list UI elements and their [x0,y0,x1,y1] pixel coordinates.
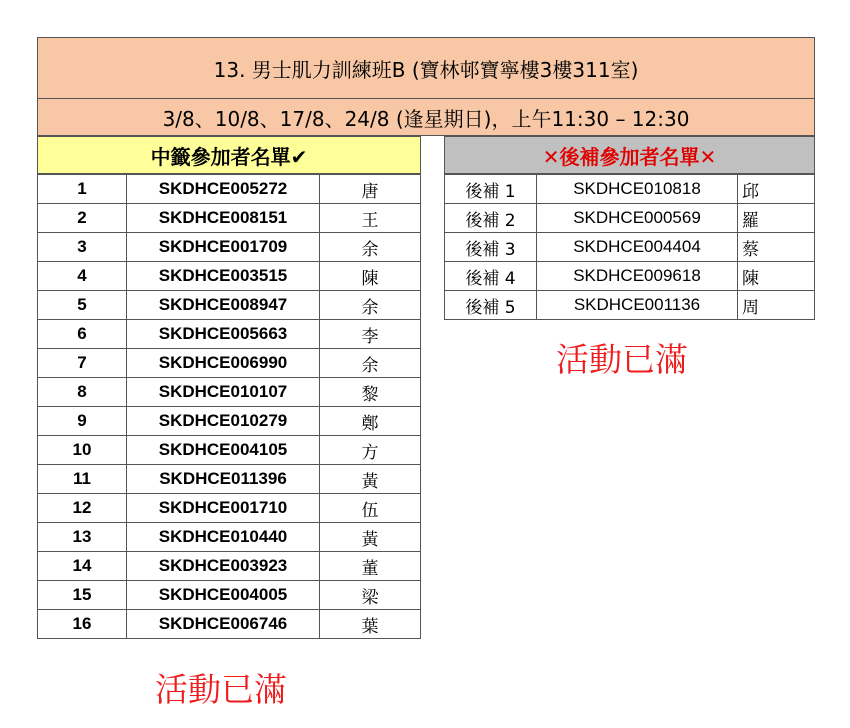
participant-code: SKDHCE010107 [127,378,320,407]
participant-code: SKDHCE006990 [127,349,320,378]
participant-surname: 羅 [738,204,815,233]
participant-surname: 余 [320,291,421,320]
participant-code: SKDHCE004404 [537,233,738,262]
table-row [38,552,421,581]
waitlist-header: ✕後補參加者名單✕ [444,136,815,174]
participant-code: SKDHCE006746 [127,610,320,639]
table-row [445,291,815,320]
participant-surname: 唐 [320,175,421,204]
table-row [38,581,421,610]
participant-surname: 鄭 [320,407,421,436]
course-schedule: 3/8、10/8、17/8、24/8 (逢星期日)，上午11:30 – 12:30 [37,99,815,136]
participant-code: SKDHCE010440 [127,523,320,552]
row-number: 10 [38,436,127,465]
participant-surname: 黃 [320,523,421,552]
participant-code: SKDHCE010818 [537,175,738,204]
participant-surname: 蔡 [738,233,815,262]
waitlist-table [444,174,815,320]
table-row [38,233,421,262]
row-number: 7 [38,349,127,378]
row-number: 4 [38,262,127,291]
participant-code: SKDHCE003515 [127,262,320,291]
participant-surname: 董 [320,552,421,581]
participant-code: SKDHCE004105 [127,436,320,465]
row-number: 16 [38,610,127,639]
participant-code: SKDHCE004005 [127,581,320,610]
waitlist-full-notice: 活動已滿 [556,340,688,379]
participant-surname: 陳 [738,262,815,291]
participant-code: SKDHCE001136 [537,291,738,320]
waitlist-number: 後補 3 [445,233,537,262]
row-number: 15 [38,581,127,610]
participant-surname: 梁 [320,581,421,610]
participant-code: SKDHCE008151 [127,204,320,233]
selected-list-header: 中籤參加者名單✔ [37,136,421,174]
participant-code: SKDHCE000569 [537,204,738,233]
table-row [445,233,815,262]
row-number: 5 [38,291,127,320]
participant-surname: 余 [320,349,421,378]
table-row [38,494,421,523]
table-row [38,175,421,204]
participant-code: SKDHCE011396 [127,465,320,494]
row-number: 12 [38,494,127,523]
row-number: 6 [38,320,127,349]
participant-surname: 王 [320,204,421,233]
table-row [38,465,421,494]
participant-surname: 伍 [320,494,421,523]
table-row [38,204,421,233]
table-row [38,349,421,378]
table-row [38,407,421,436]
participant-surname: 余 [320,233,421,262]
participant-code: SKDHCE005272 [127,175,320,204]
participant-code: SKDHCE003923 [127,552,320,581]
table-row [445,204,815,233]
participant-code: SKDHCE010279 [127,407,320,436]
participant-code: SKDHCE005663 [127,320,320,349]
row-number: 11 [38,465,127,494]
table-row [38,610,421,639]
table-row [38,320,421,349]
participant-surname: 黃 [320,465,421,494]
table-row [38,436,421,465]
table-row [445,175,815,204]
waitlist-number: 後補 1 [445,175,537,204]
row-number: 13 [38,523,127,552]
participant-code: SKDHCE008947 [127,291,320,320]
participant-surname: 方 [320,436,421,465]
waitlist-number: 後補 4 [445,262,537,291]
course-title: 13. 男士肌力訓練班B (寶林邨寶寧樓3樓311室) [37,37,815,99]
participant-surname: 李 [320,320,421,349]
participant-surname: 黎 [320,378,421,407]
participant-surname: 邱 [738,175,815,204]
row-number: 1 [38,175,127,204]
table-row [38,378,421,407]
table-row [38,262,421,291]
row-number: 2 [38,204,127,233]
row-number: 9 [38,407,127,436]
waitlist-number: 後補 5 [445,291,537,320]
selected-participants-table [37,174,421,639]
table-row [445,262,815,291]
row-number: 8 [38,378,127,407]
participant-code: SKDHCE009618 [537,262,738,291]
waitlist-number: 後補 2 [445,204,537,233]
table-row [38,523,421,552]
row-number: 14 [38,552,127,581]
participant-surname: 周 [738,291,815,320]
table-row [38,291,421,320]
participant-surname: 葉 [320,610,421,639]
row-number: 3 [38,233,127,262]
participant-code: SKDHCE001709 [127,233,320,262]
participant-code: SKDHCE001710 [127,494,320,523]
participant-surname: 陳 [320,262,421,291]
selected-full-notice: 活動已滿 [155,670,287,709]
